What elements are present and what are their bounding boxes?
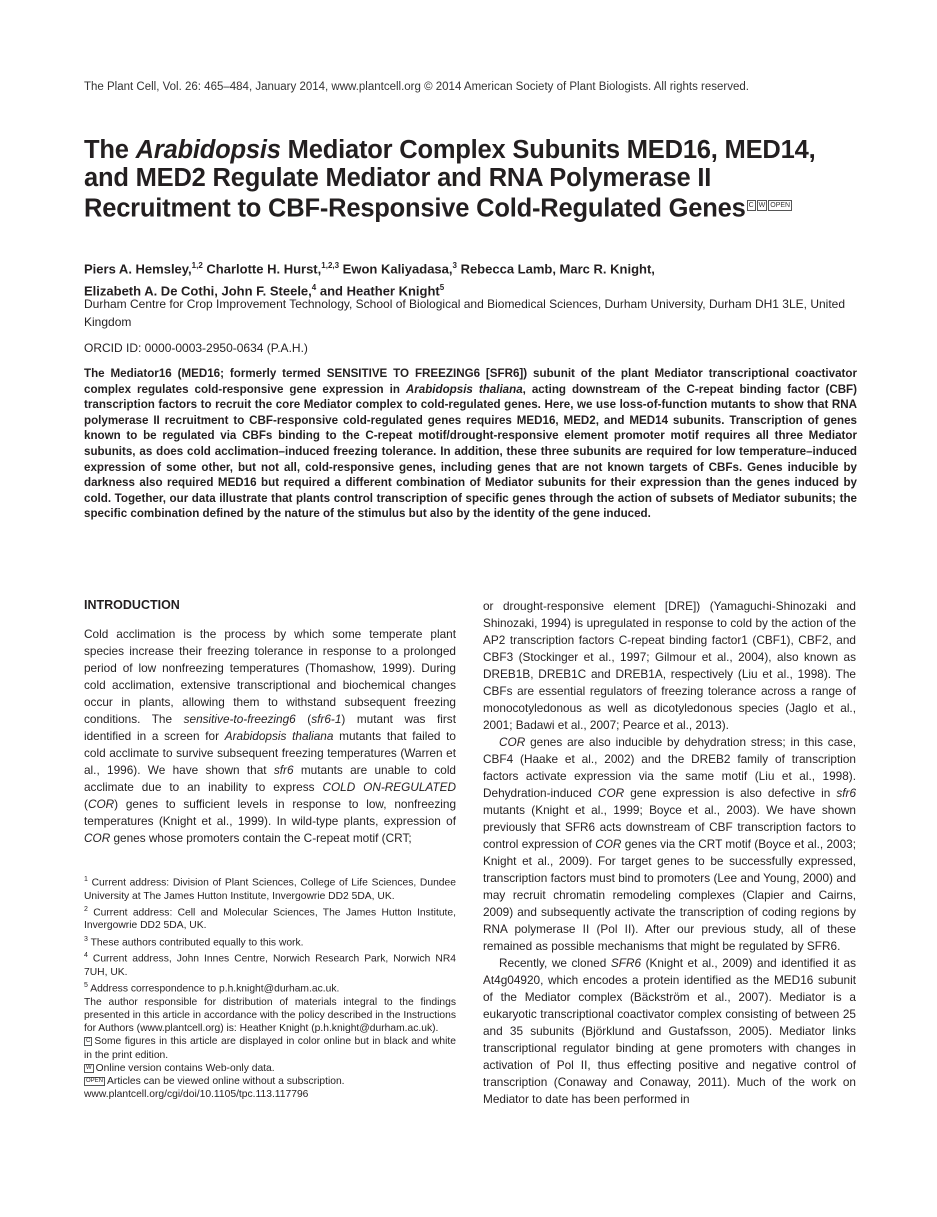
article-title: The Arabidopsis Mediator Complex Subunits MED16, MED14, and MED2 Regulate Mediator and RNA Polymerase II Recruitment to CBF-Responsive Cold-Regulated Genes C W OPEN — [84, 136, 816, 223]
color-badge: C — [86, 1038, 91, 1045]
intro-paragraph: Cold acclimation is the process by which some temperate plant species increase their freezing tolerance in response to a prolonged period of low nonfreezing temperatures (Thomashow, 1999). During cold acclimation, extensive transcriptional and biochemical changes occur in plants, allowing them to withstand subsequent freezing conditions. The sensitive-to-freezing6 (sfr6-1) mutant was first identified in a screen for Arabidopsis thaliana mutants that failed to cold acclimate to survive subsequent freezing temperatures (Warren et al., 1996). We have shown that sfr6 mutants are unable to cold acclimate due to an inability to express COLD ON-REGULATED (COR) genes to sufficient levels in response to low, nonfreezing temperatures (Knight et al., 1999). In wild-type plants, expression of COR genes whose promoters contain the C-repeat motif (CRT; — [84, 627, 456, 845]
color-footnote: C Some figures in this article are displayed in color online but in black and white in the print edition. — [84, 1036, 456, 1061]
footnote: $^5$ Address correspondence to p.h.knight@durham.ac.uk. — [84, 982, 340, 995]
body-paragraph: Recently, we cloned SFR6 (Knight et al., 2009) and identified it as At4g04920, which encodes a protein identified as the MED16 subunit of the Mediator complex (Bäckström et al., 2007). Mediator is a eukaryotic transcriptional coactivator complex consisting of between 25 and 35 subunits (Björklund and Gustafsson, 2005). Mediator links transcriptional regulator binding at gene promoters with changes in activation of Pol II, thus effecting positive and negative control of transcription (Conaway and Conaway, 2011). Much of the work on Mediator to date has been performed in — [483, 956, 857, 1106]
footnotes — [84, 873, 456, 1101]
author-list: Piers A. Hemsley,$^{1,2}$ Charlotte H. Hurst,$^{1,2,3}$ Ewon Kaliyadasa,$^3$ Rebecca Lamb, Marc R. Knight, Elizabeth A. De Cothi, John F. Steele,$^4$ and Heather Knight$^5$ — [84, 261, 655, 299]
orcid-id: ORCID ID: 0000-0003-2950-0634 (P.A.H.) — [84, 341, 308, 355]
footnote: $^2$ Current address: Cell and Molecular Sciences, The James Hutton Institute, Invergowrie DD2 5DA, UK. — [84, 905, 456, 932]
web-badge: W — [86, 1064, 92, 1071]
journal-citation-line: The Plant Cell, Vol. 26: 465–484, January 2014, www.plantcell.org © 2014 American Society of Plant Biologists. All rights reserved. — [84, 81, 749, 93]
web-badge: W — [758, 202, 766, 209]
affiliation: Durham Centre for Crop Improvement Technology, School of Biological and Biomedical Sciences, Durham University, Durham DH1 3LE, United Kingdom — [84, 297, 846, 329]
body-paragraph: or drought-responsive element [DRE]) (Yamaguchi-Shinozaki and Shinozaki, 1994) is upregulated in response to cold by the action of the AP2 transcription factors C-repeat binding factor1 (CBF1), CBF2, and CBF3 (Stockinger et al., 1997; Gilmour et al., 2004), also known as DREB1B, DREB1C and DREB1A, respectively (Liu et al., 1998). The CBFs are essential regulators of freezing tolerance across a range of monocotyledonous as well as dicotyledonous species (Jaglo et al., 2001; Badawi et al., 2007; Pearce et al., 2013). — [483, 599, 856, 732]
doi-link[interactable]: www.plantcell.org/cgi/doi/10.1105/tpc.113.117796 — [84, 1089, 309, 1101]
open-badge: OPEN — [770, 202, 791, 209]
open-badge: OPEN — [86, 1077, 104, 1084]
abstract: The Mediator16 (MED16; formerly termed SENSITIVE TO FREEZING6 [SFR6]) subunit of the plant Mediator transcriptional coactivator complex regulates cold-responsive gene expression in Arabidopsis thaliana, acting downstream of the C-repeat binding factor (CBF) transcription factors to recruit the core Mediator complex to cold-regulated genes. Here, we use loss-of-function mutants to show that RNA polymerase II recruitment to CBF-responsive cold-regulated genes requires MED16, MED2, and MED14 subunits. Transcription of genes known to be regulated via CBFs binding to the C-repeat motif/drought-responsive element promoter motif requires all three Mediator subunits, as does cold acclimation–induced freezing tolerance. In addition, these three subunits are required for low temperature–induced expression of some other, but not all, cold-responsive genes, including genes that are not known targets of CBFs. Genes inducible by darkness also required MED16 but required a different combination of Mediator subunits for their expression than the genes induced by cold. Together, our data illustrate that plants control transcription of specific genes through the action of subsets of Mediator subunits; the specific combination defined by the nature of the stimulus but also by the identity of the gene induced. — [84, 367, 858, 521]
access-badges — [746, 192, 793, 220]
footnote: $^1$ Current address: Division of Plant Sciences, College of Life Sciences, Dundee University at The James Hutton Institute, Invergowrie DD2 5DA, UK. — [84, 876, 456, 902]
body-paragraph: COR genes are also inducible by dehydration stress; in this case, CBF4 (Haake et al., 2002) and the DREB2 family of transcription factors activate expression via the same motif (Liu et al., 1998). Dehydration-induced COR gene expression is also defective in sfr6 mutants (Knight et al., 1999; Boyce et al., 2003). We have shown previously that SFR6 acts downstream of CBF transcription factors to control expression of COR genes via the CRT motif (Boyce et al., 2003; Knight et al., 2009). For target genes to be successfully expressed, transcription factors must bind to promoters (Lee and Young, 2000) and may recruit chromatin remodeling complexes (Clapier and Cairns, 2009) and subsequently activate the transcription of coding regions by RNA polymerase II (Pol II). After our previous study, all of these remained as possible mechanisms that might be regulated by SFR6. — [483, 735, 857, 953]
footnote: $^3$ These authors contributed equally to this work. — [84, 935, 304, 949]
right-column — [483, 598, 856, 1108]
left-column — [84, 598, 456, 847]
materials-footnote: The author responsible for distribution of materials integral to the findings presented in this article in accordance with the policy described in the Instructions for Authors (www.plantcell.org) is: Heather Knight (p.h.knight@durham.ac.uk). — [84, 996, 456, 1035]
footnote: $^4$ Current address, John Innes Centre, Norwich Research Park, Norwich NR4 7UH, UK. — [84, 952, 456, 978]
color-badge: C — [748, 202, 754, 209]
open-footnote: OPEN Articles can be viewed online without a subscription. — [86, 1075, 345, 1087]
section-heading-introduction: INTRODUCTION — [84, 598, 180, 612]
web-footnote: W Online version contains Web-only data. — [86, 1062, 275, 1074]
